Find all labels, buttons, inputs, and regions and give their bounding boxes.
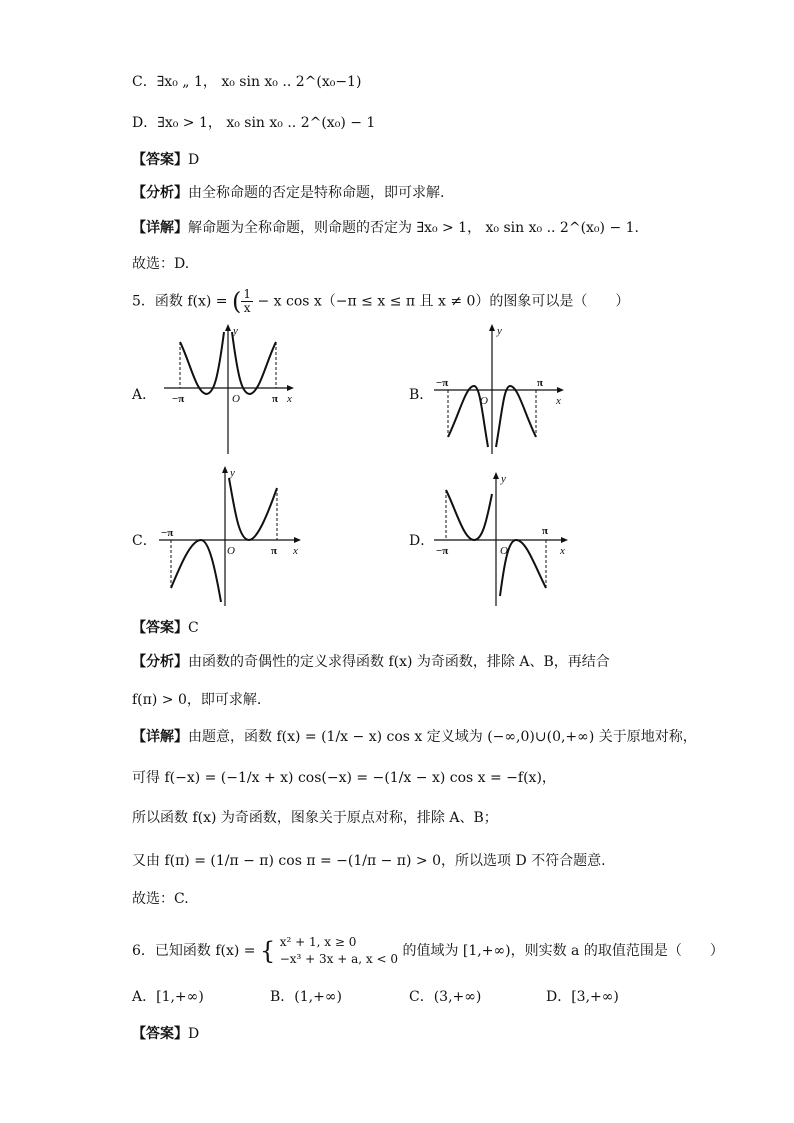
q5-frac-den: x bbox=[243, 301, 251, 315]
detail-5-line1 bbox=[132, 727, 697, 747]
graph-a-neg-pi: −π bbox=[172, 393, 185, 405]
q6-prefix: 6．已知函数 f(x) = bbox=[132, 943, 256, 959]
graph-d-y-label: y bbox=[501, 473, 506, 485]
answer-5 bbox=[132, 618, 199, 638]
q5-suffix: − x cos x（−π ≤ x ≤ π 且 x ≠ 0）的图象可以是（ ） bbox=[257, 293, 630, 310]
graph-b-origin: O bbox=[480, 395, 488, 407]
q6-option-a: A．[1,+∞) bbox=[132, 989, 204, 1005]
analysis-text: 由全称命题的否定是特称命题，即可求解. bbox=[188, 185, 445, 201]
answer-value: D bbox=[188, 152, 200, 168]
graph-b-x-label: x bbox=[556, 395, 561, 407]
answer-tag: 【答案】 bbox=[132, 152, 188, 168]
analysis-tag: 【分析】 bbox=[132, 654, 188, 670]
graph-c-y-label: y bbox=[230, 467, 235, 479]
left-paren: ( bbox=[232, 287, 242, 316]
graph-b-pi: π bbox=[537, 377, 544, 389]
graph-c-origin: O bbox=[227, 545, 235, 557]
graph-a-pi: π bbox=[272, 393, 279, 405]
q6-option-c: C．(3,+∞) bbox=[409, 989, 482, 1005]
answer-value: D bbox=[188, 1026, 200, 1042]
q5-prefix: 5．函数 f(x) = bbox=[132, 293, 228, 310]
q5-fraction bbox=[241, 288, 253, 315]
graph-a-label: A． bbox=[132, 387, 157, 403]
option-c: C．∃x₀ „ 1， x₀ sin x₀ .. 2^(x₀−1) bbox=[132, 74, 362, 90]
detail-4 bbox=[132, 218, 639, 238]
detail-5-line2: 可得 f(−x) = (−1/x + x) cos(−x) = −(1/x − x) cos x = −f(x)， bbox=[132, 770, 556, 786]
detail-5-line3: 所以函数 f(x) 为奇函数，图象关于原点对称，排除 A、B； bbox=[132, 810, 498, 826]
graph-c-label: C． bbox=[132, 533, 157, 549]
graph-b bbox=[430, 322, 570, 456]
select-5: 故选：C. bbox=[132, 891, 189, 907]
analysis-tag: 【分析】 bbox=[132, 185, 188, 201]
select-4: 故选：D. bbox=[132, 256, 190, 272]
analysis-4 bbox=[132, 183, 444, 203]
q6-case-2: −x³ + 3x + a, x < 0 bbox=[279, 952, 399, 966]
brace: { bbox=[260, 937, 276, 965]
detail-text: 由题意，函数 f(x) = (1/x − x) cos x 定义域为 (−∞,0)∪(0,+∞) 关于原地对称， bbox=[188, 729, 697, 745]
answer-4 bbox=[132, 150, 199, 170]
option-d: D．∃x₀ > 1， x₀ sin x₀ .. 2^(x₀) − 1 bbox=[132, 115, 376, 131]
question-5 bbox=[132, 288, 629, 315]
graph-b-label: B． bbox=[409, 387, 434, 403]
answer-tag: 【答案】 bbox=[132, 620, 188, 636]
graph-d bbox=[430, 470, 570, 608]
graph-c-x-label: x bbox=[293, 545, 298, 557]
graph-d-pi: π bbox=[542, 525, 549, 537]
analysis-5-line2: f(π) > 0，即可求解. bbox=[132, 692, 262, 708]
detail-tag: 【详解】 bbox=[132, 220, 188, 236]
question-6 bbox=[132, 934, 724, 968]
q6-case-1: x² + 1, x ≥ 0 bbox=[279, 935, 357, 949]
answer-6 bbox=[132, 1024, 199, 1044]
analysis-5-line1 bbox=[132, 652, 610, 672]
q6-option-d: D．[3,+∞) bbox=[546, 989, 619, 1005]
graph-c-neg-pi: −π bbox=[161, 527, 174, 539]
q6-options bbox=[132, 987, 619, 1007]
detail-5-line4: 又由 f(π) = (1/π − π) cos π = −(1/π − π) > 0，所以选项 D 不符合题意. bbox=[132, 853, 606, 869]
graph-a bbox=[160, 322, 300, 456]
graph-d-neg-pi: −π bbox=[436, 545, 449, 557]
answer-tag: 【答案】 bbox=[132, 1026, 188, 1042]
q6-cases bbox=[280, 934, 398, 968]
graph-b-neg-pi: −π bbox=[436, 377, 449, 389]
q6-option-b: B．(1,+∞) bbox=[270, 989, 342, 1005]
graph-d-label: D． bbox=[409, 533, 435, 549]
graph-a-y-label: y bbox=[233, 325, 238, 337]
analysis-text: 由函数的奇偶性的定义求得函数 f(x) 为奇函数，排除 A、B，再结合 bbox=[188, 654, 610, 670]
graph-d-origin: O bbox=[500, 545, 508, 557]
graph-a-origin: O bbox=[232, 393, 240, 405]
graph-b-y-label: y bbox=[497, 325, 502, 337]
q6-suffix: 的值域为 [1,+∞)，则实数 a 的取值范围是（ ） bbox=[402, 943, 724, 959]
graph-c bbox=[155, 464, 305, 608]
graph-c-pi: π bbox=[271, 545, 278, 557]
detail-text: 解命题为全称命题，则命题的否定为 ∃x₀ > 1， x₀ sin x₀ .. 2^(x₀) − 1. bbox=[188, 220, 639, 236]
graph-d-x-label: x bbox=[560, 545, 565, 557]
detail-tag: 【详解】 bbox=[132, 729, 188, 745]
graph-a-x-label: x bbox=[287, 393, 292, 405]
answer-value: C bbox=[188, 620, 199, 636]
q5-frac-num: 1 bbox=[243, 287, 252, 301]
